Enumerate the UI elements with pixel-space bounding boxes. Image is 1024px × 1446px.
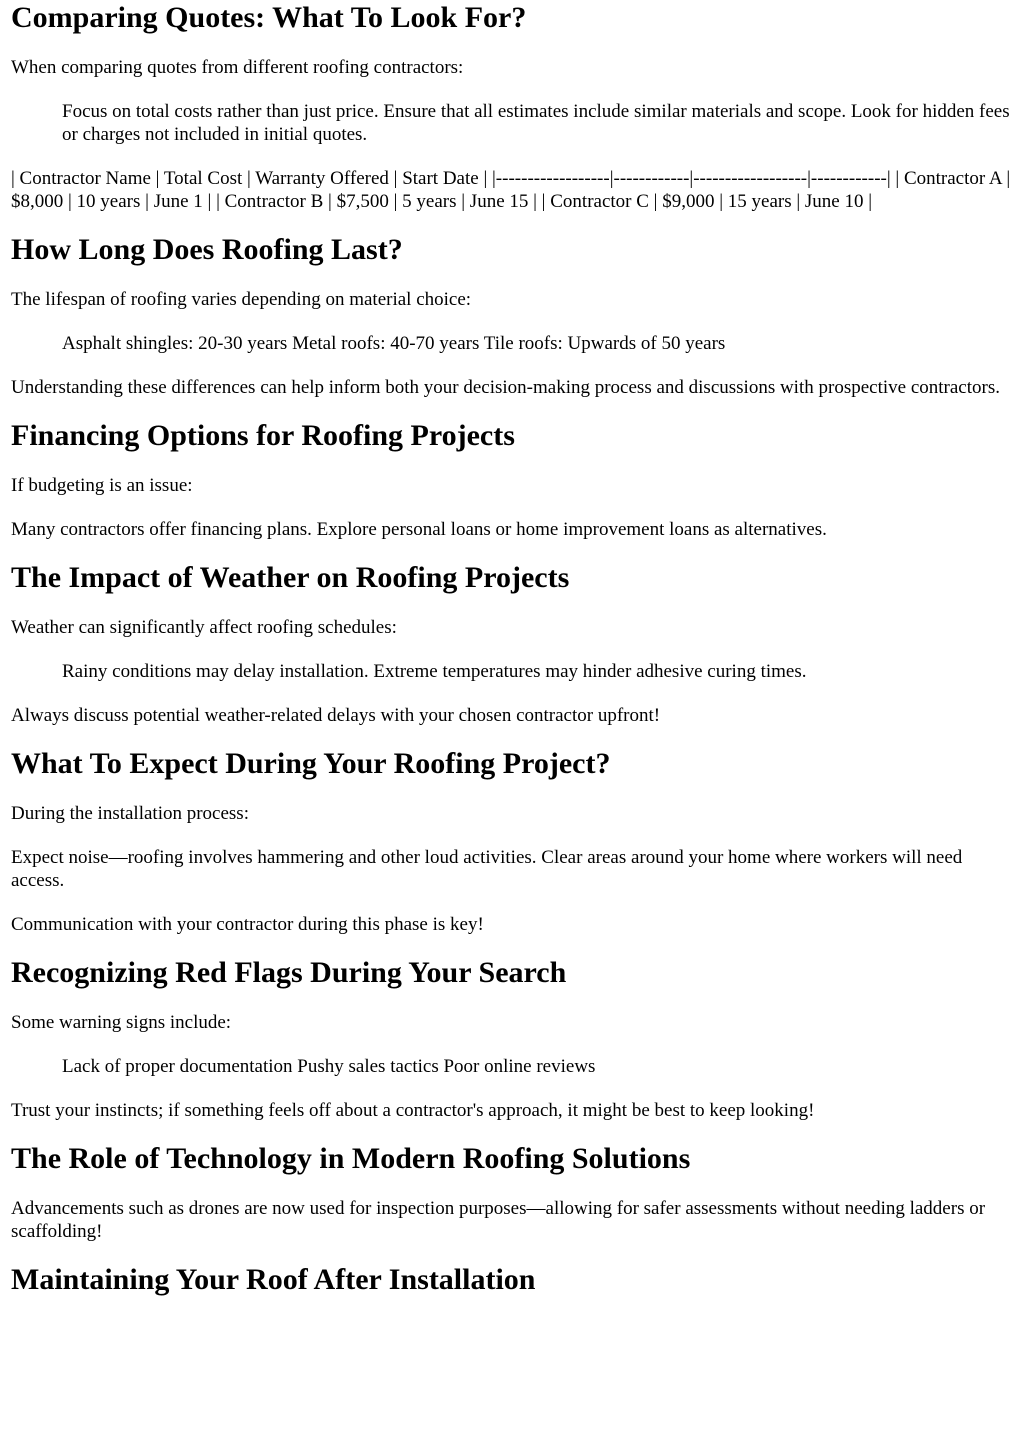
section-body: Many contractors offer financing plans. Explore personal loans or home improvement loans as alternatives. <box>11 519 827 540</box>
section-heading-comparing-quotes: Comparing Quotes: What To Look For? <box>11 1 527 34</box>
section-intro: When comparing quotes from different roofing contractors: <box>11 57 464 78</box>
section-heading-roofing-lifespan: How Long Does Roofing Last? <box>11 233 403 266</box>
section-heading-maintenance: Maintaining Your Roof After Installation <box>11 1263 536 1296</box>
section-quote: Asphalt shingles: 20-30 years Metal roofs: 40-70 years Tile roofs: Upwards of 50 years <box>62 333 726 354</box>
section-intro: Some warning signs include: <box>11 1012 232 1033</box>
section-body: Expect noise—roofing involves hammering and other loud activities. Clear areas around your home where workers will need access. <box>11 847 963 891</box>
section-quote: Rainy conditions may delay installation. Extreme temperatures may hinder adhesive curing times. <box>62 661 807 682</box>
quotes-comparison-table-text: | Contractor Name | Total Cost | Warranty Offered | Start Date | |------------------|------------|------------------|------------| | Contractor A | $8,000 | 10 years | June 1 | | Contractor B | $7,500 | 5 years | June 15 | | Contractor C | $9,000 | 15 years | June 10 | <box>11 168 1011 212</box>
section-quote: Focus on total costs rather than just price. Ensure that all estimates include similar materials and scope. Look for hidden fees or charges not included in initial quotes. <box>62 101 1010 145</box>
section-heading-what-to-expect: What To Expect During Your Roofing Project? <box>11 747 611 780</box>
section-outro: Communication with your contractor during this phase is key! <box>11 914 484 935</box>
section-quote: Lack of proper documentation Pushy sales tactics Poor online reviews <box>62 1056 596 1077</box>
section-outro: Understanding these differences can help inform both your decision-making process and discussions with prospective contractors. <box>11 377 1000 398</box>
section-intro: If budgeting is an issue: <box>11 475 193 496</box>
section-heading-technology: The Role of Technology in Modern Roofing Solutions <box>11 1142 691 1175</box>
section-heading-red-flags: Recognizing Red Flags During Your Search <box>11 956 567 989</box>
section-outro: Always discuss potential weather-related delays with your chosen contractor upfront! <box>11 705 661 726</box>
section-heading-weather: The Impact of Weather on Roofing Projects <box>11 561 570 594</box>
section-intro: The lifespan of roofing varies depending on material choice: <box>11 289 472 310</box>
section-outro: Trust your instincts; if something feels off about a contractor's approach, it might be best to keep looking! <box>11 1100 815 1121</box>
section-intro: During the installation process: <box>11 803 249 824</box>
section-heading-financing: Financing Options for Roofing Projects <box>11 419 515 452</box>
section-intro: Weather can significantly affect roofing schedules: <box>11 617 397 638</box>
section-body: Advancements such as drones are now used for inspection purposes—allowing for safer assessments without needing ladders or scaffolding! <box>11 1198 986 1242</box>
